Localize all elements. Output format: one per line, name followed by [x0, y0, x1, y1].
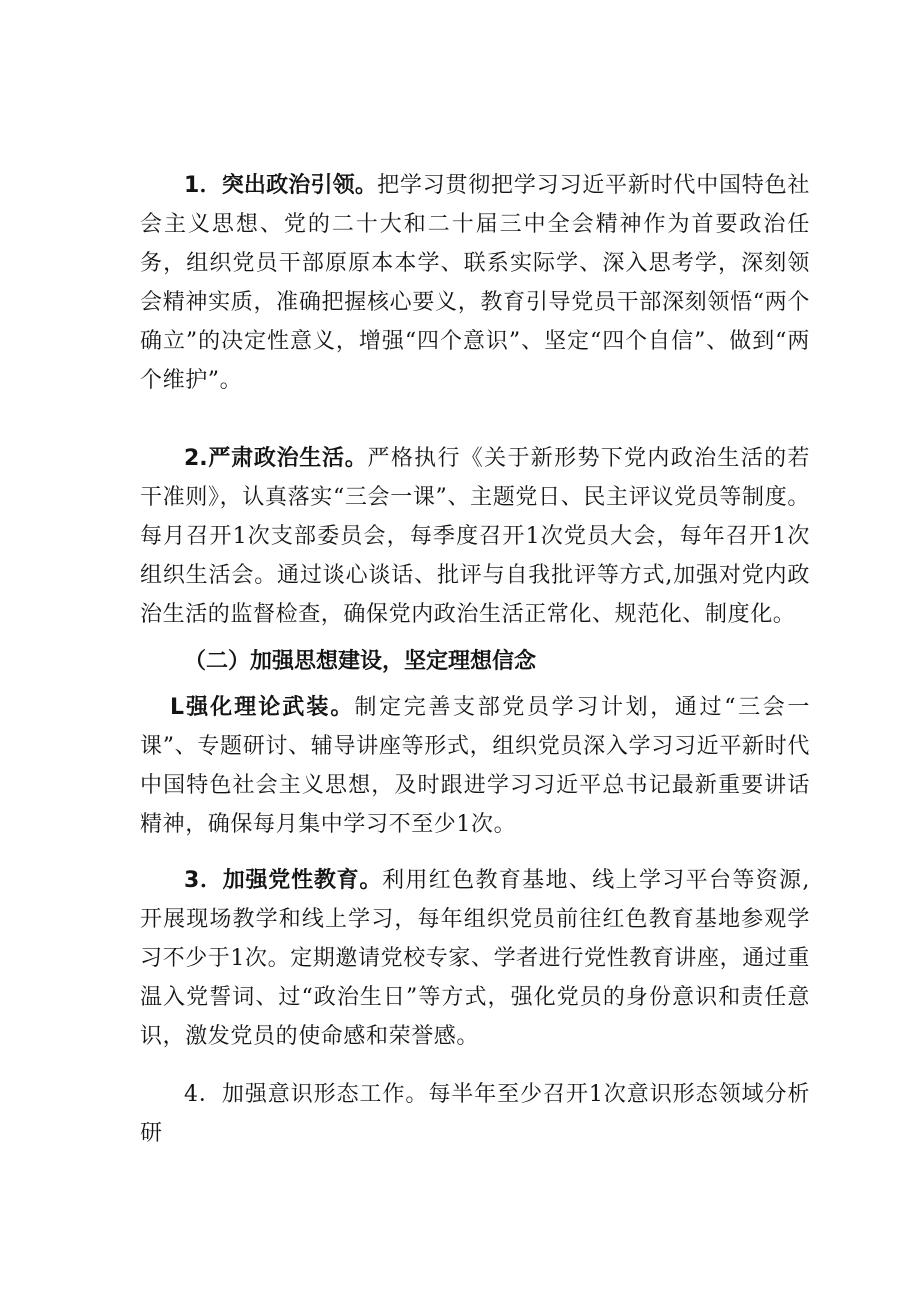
paragraph-theory-arming [140, 688, 810, 844]
section-heading: （二）加强思想建设，坚定理想信念 [184, 649, 537, 674]
paragraph-body: 每半年至少召开1次意识形态领域分析研 [140, 1082, 810, 1146]
paragraph-title: 1．突出政治引领。 [184, 173, 378, 198]
paragraph-title: 3．加强党性教育。 [184, 868, 383, 893]
paragraph-party-education [140, 861, 810, 1056]
paragraph-body: 把学习贯彻把学习习近平新时代中国特色社会主义思想、党的二十大和二十届三中全会精神作为首要政治任务，组织党员干部原原本本学、联系实际学、深入思考学，深刻领会精神实质，准确把握核心要义，教育引导党员干部深刻领悟“两个确立”的决定性意义，增强“四个意识”、坚定“四个自信”、做到“两个维护”。 [140, 173, 811, 393]
paragraph-body: 制定完善支部党员学习计划，通过“三会一课”、专题研讨、辅导讲座等形式，组织党员深入学习习近平新时代中国特色社会主义思想，及时跟进学习习近平总书记最新重要讲话精神，确保每月集中学习不至少1次。 [140, 695, 810, 837]
paragraph-political-leadership [140, 166, 810, 400]
paragraph-title: 4．加强意识形态工作。 [184, 1082, 429, 1107]
paragraph-body: 严格执行《关于新形势下党内政治生活的若干准则》，认真落实“三会一课”、主题党日、民主评议党员等制度。每月召开1次支部委员会，每季度召开1次党员大会，每年召开1次组织生活会。通过谈心谈话、批评与自我批评等方式,加强对党内政治生活的监督检查，确保党内政治生活正常化、规范化、制度化。 [140, 446, 811, 627]
paragraph-body: 利用红色教育基地、线上学习平台等资源,开展现场教学和线上学习，每年组织党员前往红色教育基地参观学习不少于1次。定期邀请党校专家、学者进行党性教育讲座，通过重温入党誓词、过“政治生日”等方式，强化党员的身份意识和责任意识，激发党员的使命感和荣誉感。 [140, 868, 810, 1049]
paragraph-political-life [140, 439, 810, 634]
paragraph-ideology-work [140, 1075, 810, 1153]
paragraph-title: 2.严肃政治生活。 [184, 446, 368, 471]
paragraph-title: L强化理论武装。 [170, 695, 355, 720]
